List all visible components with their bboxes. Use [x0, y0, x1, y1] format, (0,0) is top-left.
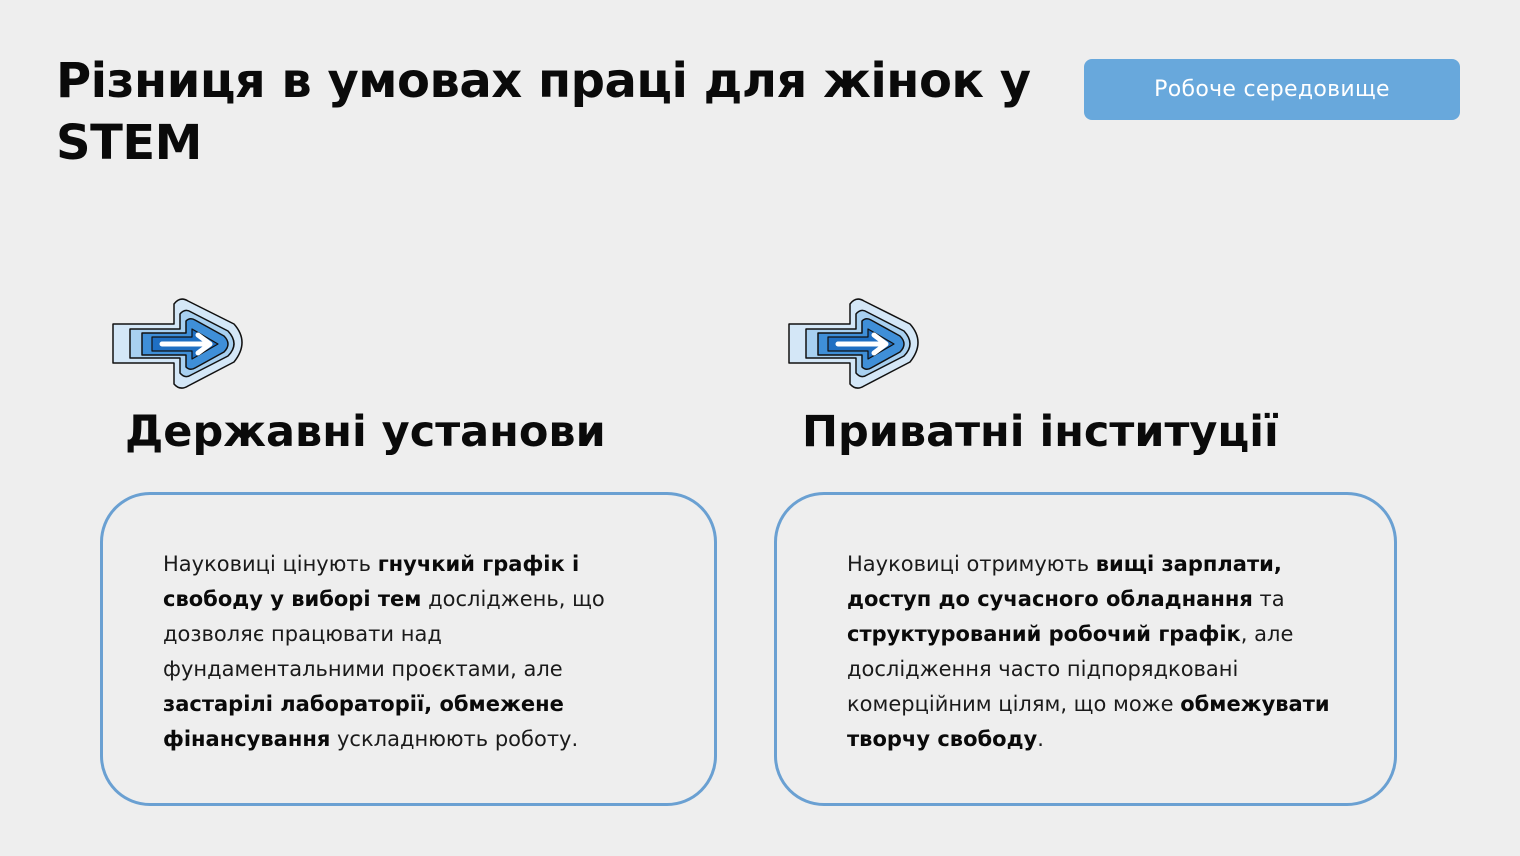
arrow-right-icon: [110, 296, 250, 392]
card-text-private: [847, 547, 1342, 757]
section-heading-public: Державні установи: [125, 407, 606, 457]
text-run-bold: вищі зарплати, доступ до сучасного обладнання: [847, 552, 1282, 611]
text-run: Науковиці цінують: [163, 552, 378, 576]
text-run-bold: структурований робочий графік: [847, 622, 1241, 646]
text-run-bold: застарілі лабораторії, обмежене фінансування: [163, 692, 564, 751]
section-heading-private: Приватні інституції: [802, 407, 1279, 457]
info-card-private: [774, 492, 1397, 806]
category-badge: Робоче середовище: [1084, 59, 1460, 120]
text-run: Науковиці отримують: [847, 552, 1096, 576]
text-run-bold: обмежувати творчу свободу: [847, 692, 1330, 751]
text-run: досліджень, що дозволяє працювати над фундаментальними проєктами, але: [163, 587, 605, 681]
page-title: Різниця в умовах праці для жінок у STEM: [56, 53, 1031, 171]
text-run: ускладнюють роботу.: [330, 727, 579, 751]
arrow-right-icon: [786, 296, 926, 392]
card-text-public: [163, 547, 653, 757]
text-run: , але дослідження часто підпорядковані комерційним цілям, що може: [847, 622, 1294, 716]
text-run: та: [1252, 587, 1285, 611]
text-run: .: [1037, 727, 1044, 751]
text-run-bold: гнучкий графік і свободу у виборі тем: [163, 552, 580, 611]
info-card-public: [100, 492, 717, 806]
